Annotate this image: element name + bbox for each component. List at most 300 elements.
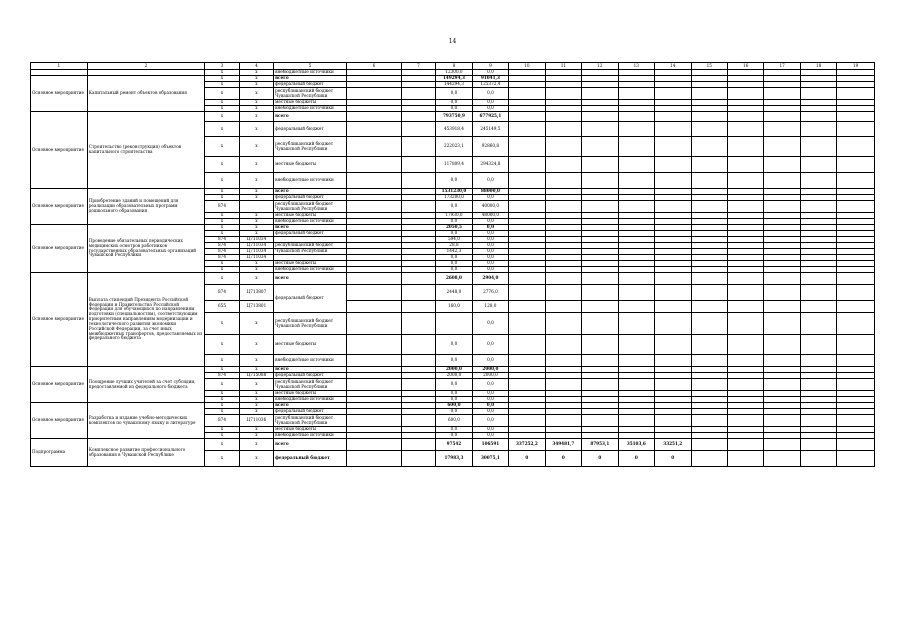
cell-c11 bbox=[545, 137, 581, 157]
cell-c17 bbox=[764, 379, 800, 391]
cell-c4: x bbox=[239, 122, 273, 137]
column-number-row bbox=[31, 63, 875, 70]
cell-c7 bbox=[401, 335, 435, 355]
cell-c13 bbox=[618, 379, 654, 391]
cell-c3: x bbox=[205, 391, 239, 397]
cell-c8: 2000,0 bbox=[436, 373, 472, 379]
cell-c10: 0 bbox=[509, 451, 545, 467]
cell-c4: x bbox=[239, 439, 273, 451]
cell-c3: x bbox=[205, 379, 239, 391]
cell-c15 bbox=[691, 173, 727, 189]
cell-c3: 655 bbox=[205, 301, 239, 313]
cell-c13 bbox=[618, 201, 654, 213]
cell-c3: x bbox=[205, 82, 239, 88]
cell-c8: 0,0 bbox=[436, 231, 472, 237]
table-row bbox=[31, 112, 875, 122]
cell-c10 bbox=[509, 137, 545, 157]
cell-c18 bbox=[800, 157, 836, 173]
cell-c5: федеральный бюджет bbox=[274, 285, 347, 313]
cell-c16 bbox=[727, 137, 763, 157]
cell-c8: 453918,4 bbox=[436, 122, 472, 137]
cell-c11 bbox=[545, 201, 581, 213]
cell-c4: x bbox=[239, 100, 273, 106]
measure-status: Основное мероприятие bbox=[31, 112, 88, 189]
cell-c8 bbox=[436, 313, 472, 335]
cell-c14 bbox=[655, 173, 691, 189]
cell-c3: 874 bbox=[205, 285, 239, 301]
cell-c5: республиканский бюджет bbox=[274, 243, 347, 249]
cell-c8: 12300,0 bbox=[436, 70, 472, 76]
table-row bbox=[31, 273, 875, 285]
cell-c10 bbox=[509, 335, 545, 355]
cell-c15 bbox=[691, 439, 727, 451]
cell-c7 bbox=[401, 285, 435, 301]
cell-c5: местные бюджеты bbox=[274, 427, 347, 433]
cell-c3: x bbox=[205, 273, 239, 285]
column-number: 1 bbox=[31, 63, 88, 70]
cell-c17 bbox=[764, 173, 800, 189]
cell-c11 bbox=[545, 157, 581, 173]
cell-c4: Ц711034 bbox=[239, 255, 273, 261]
cell-c14 bbox=[655, 379, 691, 391]
cell-c14 bbox=[655, 122, 691, 137]
cell-c5: всего bbox=[274, 112, 347, 122]
cell-c17 bbox=[764, 301, 800, 313]
cell-c18 bbox=[800, 285, 836, 301]
cell-c10 bbox=[509, 415, 545, 427]
cell-c8: 0,0 bbox=[436, 355, 472, 367]
cell-c5: местные бюджеты bbox=[274, 391, 347, 397]
cell-c8: 0,0 bbox=[436, 267, 472, 273]
cell-c16 bbox=[727, 157, 763, 173]
column-number: 9 bbox=[472, 63, 508, 70]
cell-c8: 594,0 bbox=[436, 237, 472, 243]
cell-c4: Ц711036 bbox=[239, 415, 273, 427]
cell-c5: федеральный бюджет bbox=[274, 409, 347, 415]
cell-c16 bbox=[727, 439, 763, 451]
cell-c9: 294324,8 bbox=[472, 157, 508, 173]
cell-c18 bbox=[800, 451, 836, 467]
cell-c16 bbox=[727, 285, 763, 301]
cell-c7 bbox=[401, 355, 435, 367]
cell-c8: 0,0 bbox=[436, 335, 472, 355]
cell-c9: 0,0 bbox=[472, 261, 508, 267]
cell-c9: 0,0 bbox=[472, 195, 508, 201]
cell-c10: 337252,2 bbox=[509, 439, 545, 451]
cell-c5: республиканский бюджет Чувашской Республики bbox=[274, 313, 347, 335]
cell-c15 bbox=[691, 285, 727, 301]
cell-c11 bbox=[545, 301, 581, 313]
cell-c18 bbox=[800, 273, 836, 285]
cell-c8: 0,0 bbox=[436, 409, 472, 415]
cell-c3: 874 bbox=[205, 255, 239, 261]
cell-c19 bbox=[837, 439, 875, 451]
cell-c9: 0,0 bbox=[472, 88, 508, 100]
cell-c3: x bbox=[205, 225, 239, 231]
measure-name: Капитальный ремонт объектов образования bbox=[87, 76, 205, 112]
cell-c5: федеральный бюджет bbox=[274, 195, 347, 201]
cell-c3: 874 bbox=[205, 201, 239, 213]
cell-c5: всего bbox=[274, 439, 347, 451]
cell-c9: 677925,1 bbox=[472, 112, 508, 122]
cell-c12 bbox=[582, 112, 618, 122]
cell-c9: 106591 bbox=[472, 439, 508, 451]
cell-c3: 874 bbox=[205, 249, 239, 255]
cell-c11: 349481,7 bbox=[545, 439, 581, 451]
cell-c5: всего bbox=[274, 225, 347, 231]
cell-c5: всего bbox=[274, 189, 347, 195]
cell-c6 bbox=[347, 355, 402, 367]
cell-c5: республиканский бюджет Чувашской Республики bbox=[274, 379, 347, 391]
cell-c9: 0,0 bbox=[472, 409, 508, 415]
measure-status: Основное мероприятие bbox=[31, 76, 88, 112]
cell-c7 bbox=[401, 415, 435, 427]
cell-c12 bbox=[582, 88, 618, 100]
cell-c8: 2448,0 bbox=[436, 285, 472, 301]
cell-c8: 0,0 bbox=[436, 173, 472, 189]
cell-c3: x bbox=[205, 106, 239, 112]
cell-c8: 0,0 bbox=[436, 201, 472, 213]
cell-c16 bbox=[727, 301, 763, 313]
cell-c19 bbox=[837, 355, 875, 367]
cell-c17 bbox=[764, 451, 800, 467]
cell-c7 bbox=[401, 201, 435, 213]
cell-c10 bbox=[509, 273, 545, 285]
column-number: 7 bbox=[401, 63, 435, 70]
measure-name: Строительство (реконструкция) объектов капитального строительства bbox=[87, 112, 205, 189]
cell-c5: всего bbox=[274, 76, 347, 82]
cell-c9: 40000,0 bbox=[472, 201, 508, 213]
column-number: 13 bbox=[618, 63, 654, 70]
cell-c13 bbox=[618, 112, 654, 122]
column-number: 12 bbox=[582, 63, 618, 70]
cell-c17 bbox=[764, 112, 800, 122]
cell-c13 bbox=[618, 355, 654, 367]
cell-c8: 0,0 bbox=[436, 261, 472, 267]
measure-status: Основное мероприятие bbox=[31, 367, 88, 403]
cell-c3: x bbox=[205, 451, 239, 467]
cell-c14 bbox=[655, 335, 691, 355]
cell-c3: x bbox=[205, 439, 239, 451]
cell-c8: 0,0 bbox=[436, 106, 472, 112]
cell-c13 bbox=[618, 301, 654, 313]
cell-c6 bbox=[347, 439, 402, 451]
cell-c9: 0,0 bbox=[472, 397, 508, 403]
cell-c18 bbox=[800, 173, 836, 189]
cell-c3: x bbox=[205, 313, 239, 335]
cell-c15 bbox=[691, 415, 727, 427]
cell-c3: x bbox=[205, 112, 239, 122]
cell-c19 bbox=[837, 137, 875, 157]
cell-c6 bbox=[347, 112, 402, 122]
cell-c10 bbox=[509, 88, 545, 100]
cell-c5: внебюджетные источники bbox=[274, 433, 347, 439]
cell-c15 bbox=[691, 137, 727, 157]
cell-c19 bbox=[837, 122, 875, 137]
cell-c9: 0,0 bbox=[472, 391, 508, 397]
cell-c12 bbox=[582, 201, 618, 213]
cell-c4: x bbox=[239, 82, 273, 88]
cell-c18 bbox=[800, 201, 836, 213]
cell-c15 bbox=[691, 355, 727, 367]
measure-status: Основное мероприятие bbox=[31, 403, 88, 439]
cell-c9: 30075,1 bbox=[472, 451, 508, 467]
measure-name: Проведение обязательных периодических медицинских осмотров работников государственных образовательных организаций Чувашской Республики bbox=[87, 225, 205, 273]
cell-c10 bbox=[509, 285, 545, 301]
cell-c19 bbox=[837, 201, 875, 213]
cell-c16 bbox=[727, 415, 763, 427]
cell-c5: республиканский бюджет Чувашской Республики bbox=[274, 415, 347, 427]
cell-c3: 874 bbox=[205, 237, 239, 243]
cell-c15 bbox=[691, 112, 727, 122]
cell-c16 bbox=[727, 273, 763, 285]
cell-c4 bbox=[239, 201, 273, 213]
cell-c15 bbox=[691, 122, 727, 137]
cell-c5: федеральный бюджет bbox=[274, 373, 347, 379]
cell-c19 bbox=[837, 173, 875, 189]
cell-c8: 17983,3 bbox=[436, 451, 472, 467]
cell-c17 bbox=[764, 273, 800, 285]
cell-c12: 87953,1 bbox=[582, 439, 618, 451]
cell-c8: 0,0 bbox=[436, 397, 472, 403]
cell-c9: 0,0 bbox=[472, 231, 508, 237]
column-number: 17 bbox=[764, 63, 800, 70]
cell-c15 bbox=[691, 313, 727, 335]
cell-c8: 97542 bbox=[436, 439, 472, 451]
cell-c4: x bbox=[239, 76, 273, 82]
cell-c3: x bbox=[205, 367, 239, 373]
cell-c4: x bbox=[239, 88, 273, 100]
cell-c9: 2000,0 bbox=[472, 367, 508, 373]
cell-c15 bbox=[691, 273, 727, 285]
cell-c6 bbox=[347, 313, 402, 335]
cell-c10 bbox=[509, 201, 545, 213]
cell-c18 bbox=[800, 335, 836, 355]
cell-c10 bbox=[509, 112, 545, 122]
page-number: 14 bbox=[448, 38, 457, 45]
cell-c8: 0,0 bbox=[436, 88, 472, 100]
cell-c18 bbox=[800, 415, 836, 427]
cell-c13: 0 bbox=[618, 451, 654, 467]
cell-c18 bbox=[800, 122, 836, 137]
cell-c18 bbox=[800, 301, 836, 313]
measure-status: Основное мероприятие bbox=[31, 189, 88, 225]
cell-c6 bbox=[347, 301, 402, 313]
cell-c14 bbox=[655, 415, 691, 427]
cell-c11 bbox=[545, 112, 581, 122]
cell-c15 bbox=[691, 201, 727, 213]
measure-name: Комплексное развитие профессионального образования в Чувашской Республике bbox=[87, 439, 205, 467]
column-number: 8 bbox=[436, 63, 472, 70]
column-number: 3 bbox=[205, 63, 239, 70]
cell-c10 bbox=[509, 379, 545, 391]
cell-c3: x bbox=[205, 219, 239, 225]
cell-c19 bbox=[837, 301, 875, 313]
cell-c7 bbox=[401, 451, 435, 467]
cell-c5: федеральный бюджет bbox=[274, 231, 347, 237]
cell-c8: 173200,0 bbox=[436, 195, 472, 201]
cell-c17 bbox=[764, 137, 800, 157]
cell-c11 bbox=[545, 285, 581, 301]
cell-c8: 0,0 bbox=[436, 379, 472, 391]
cell-c8: 793750,9 bbox=[436, 112, 472, 122]
column-number: 6 bbox=[347, 63, 402, 70]
cell-c9: 0,0 bbox=[472, 255, 508, 261]
cell-c7 bbox=[401, 157, 435, 173]
cell-c8: 149294,3 bbox=[436, 76, 472, 82]
column-number: 15 bbox=[691, 63, 727, 70]
cell-c14 bbox=[655, 88, 691, 100]
cell-c4: Ц713801 bbox=[239, 301, 273, 313]
cell-c13 bbox=[618, 173, 654, 189]
cell-c3: x bbox=[205, 137, 239, 157]
column-number: 14 bbox=[655, 63, 691, 70]
cell-c15 bbox=[691, 335, 727, 355]
cell-c5: республиканский бюджет Чувашской Республики bbox=[274, 88, 347, 100]
cell-c9: 0,0 bbox=[472, 355, 508, 367]
measure-status: Основное мероприятие bbox=[31, 225, 88, 273]
cell-c13 bbox=[618, 122, 654, 137]
cell-c18 bbox=[800, 313, 836, 335]
cell-c5: республиканский бюджет Чувашской Республики bbox=[274, 137, 347, 157]
cell-c16 bbox=[727, 335, 763, 355]
cell-c4: Ц711034 bbox=[239, 243, 273, 249]
cell-c8: 600,0 bbox=[436, 403, 472, 409]
cell-c3: x bbox=[205, 70, 239, 76]
cell-c8: 17930,0 bbox=[436, 213, 472, 219]
cell-c4: x bbox=[239, 157, 273, 173]
cell-c19 bbox=[837, 285, 875, 301]
cell-c3: x bbox=[205, 173, 239, 189]
cell-c4: x bbox=[239, 189, 273, 195]
cell-c11 bbox=[545, 313, 581, 335]
cell-c12 bbox=[582, 313, 618, 335]
cell-c6 bbox=[347, 137, 402, 157]
cell-c5: внебюджетные источники bbox=[274, 106, 347, 112]
cell-c5: всего bbox=[274, 403, 347, 409]
cell-c8: 0,0 bbox=[436, 427, 472, 433]
column-number: 11 bbox=[545, 63, 581, 70]
cell-c9: 0,0 bbox=[472, 249, 508, 255]
cell-c16 bbox=[727, 451, 763, 467]
column-number: 19 bbox=[837, 63, 875, 70]
cell-c6 bbox=[347, 285, 402, 301]
cell-c16 bbox=[727, 201, 763, 213]
cell-c3: x bbox=[205, 433, 239, 439]
cell-c5: всего bbox=[274, 273, 347, 285]
cell-c16 bbox=[727, 379, 763, 391]
cell-c5: федеральный бюджет bbox=[274, 82, 347, 88]
cell-c3: x bbox=[205, 355, 239, 367]
cell-c7 bbox=[401, 273, 435, 285]
cell-c6 bbox=[347, 451, 402, 467]
cell-c4: x bbox=[239, 335, 273, 355]
cell-c13 bbox=[618, 273, 654, 285]
cell-c9: 2904,0 bbox=[472, 273, 508, 285]
cell-c13 bbox=[618, 88, 654, 100]
cell-c7 bbox=[401, 112, 435, 122]
cell-c8: 0,0 bbox=[436, 391, 472, 397]
cell-c9: 0,0 bbox=[472, 70, 508, 76]
cell-c6 bbox=[347, 379, 402, 391]
cell-c17 bbox=[764, 439, 800, 451]
cell-c3: 874 bbox=[205, 415, 239, 427]
cell-c4: x bbox=[239, 267, 273, 273]
cell-c11 bbox=[545, 335, 581, 355]
cell-c10 bbox=[509, 157, 545, 173]
cell-c16 bbox=[727, 88, 763, 100]
cell-c4: x bbox=[239, 451, 273, 467]
cell-c12 bbox=[582, 137, 618, 157]
measure-name: Поощрение лучших учителей за счет субсидии, предоставляемой из федерального бюджета bbox=[87, 367, 205, 403]
cell-c9: 245149,5 bbox=[472, 122, 508, 137]
cell-c9: 0,0 bbox=[472, 267, 508, 273]
cell-c4: x bbox=[239, 433, 273, 439]
cell-c15 bbox=[691, 157, 727, 173]
cell-c8: 0,0 bbox=[436, 100, 472, 106]
cell-c8: 600,0 bbox=[436, 415, 472, 427]
cell-c4: x bbox=[239, 427, 273, 433]
cell-c4: x bbox=[239, 409, 273, 415]
cell-c19 bbox=[837, 415, 875, 427]
cell-c14 bbox=[655, 301, 691, 313]
cell-c6 bbox=[347, 415, 402, 427]
cell-c18 bbox=[800, 379, 836, 391]
cell-c8: 117809,4 bbox=[436, 157, 472, 173]
cell-c9: 0,0 bbox=[472, 313, 508, 335]
cell-c6 bbox=[347, 122, 402, 137]
cell-c12: 0 bbox=[582, 451, 618, 467]
cell-c3: x bbox=[205, 403, 239, 409]
cell-c9: 0,0 bbox=[472, 225, 508, 231]
cell-c19 bbox=[837, 273, 875, 285]
cell-c4: x bbox=[239, 137, 273, 157]
budget-table bbox=[30, 62, 875, 467]
cell-c12 bbox=[582, 301, 618, 313]
cell-c12 bbox=[582, 122, 618, 137]
cell-c9: 0,0 bbox=[472, 379, 508, 391]
cell-c5: местные бюджеты bbox=[274, 213, 347, 219]
cell-c11: 0 bbox=[545, 451, 581, 467]
cell-c17 bbox=[764, 335, 800, 355]
cell-c16 bbox=[727, 112, 763, 122]
measure-name: Разработка и издание учебно-методических комплектов по чувашскому языку и литературе bbox=[87, 403, 205, 439]
cell-c8: 144294,3 bbox=[436, 82, 472, 88]
cell-c17 bbox=[764, 355, 800, 367]
cell-c4: x bbox=[239, 367, 273, 373]
cell-c17 bbox=[764, 415, 800, 427]
cell-c14 bbox=[655, 355, 691, 367]
cell-c4: x bbox=[239, 355, 273, 367]
cell-c4: x bbox=[239, 391, 273, 397]
cell-c8: 1442,3 bbox=[436, 249, 472, 255]
cell-c19 bbox=[837, 313, 875, 335]
cell-c3: x bbox=[205, 261, 239, 267]
cell-c4: x bbox=[239, 261, 273, 267]
column-number: 18 bbox=[800, 63, 836, 70]
cell-c18 bbox=[800, 112, 836, 122]
cell-c4: x bbox=[239, 403, 273, 409]
cell-c9: 0,0 bbox=[472, 173, 508, 189]
cell-c15 bbox=[691, 88, 727, 100]
cell-c5: Чувашской Республики bbox=[274, 249, 347, 255]
cell-c6 bbox=[347, 157, 402, 173]
cell-c11 bbox=[545, 355, 581, 367]
cell-c17 bbox=[764, 157, 800, 173]
column-number: 4 bbox=[239, 63, 273, 70]
cell-c18 bbox=[800, 439, 836, 451]
table-body bbox=[31, 63, 875, 467]
